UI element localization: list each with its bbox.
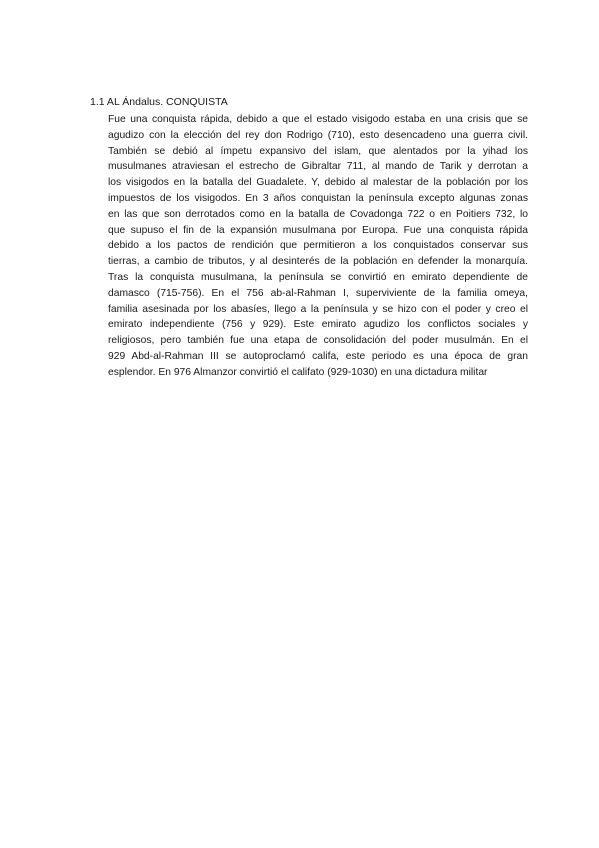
text-line: familia asesinada por los abasíes, llego a la península y se hizo con el poder y creo el — [108, 303, 528, 315]
text-line: Fue una conquista rápida, debido a que el estado visigodo estaba en una crisis que se — [108, 114, 528, 125]
section-heading: 1.1 AL Ándalus. CONQUISTA — [90, 96, 228, 108]
text-line: impuestos de los visigodos. En 3 años conquistan la península excepto algunas zonas — [108, 192, 528, 204]
text-line: Tras la conquista musulmana, la península se convirtió en emirato dependiente de — [108, 271, 528, 283]
text-line: damasco (715-756). En el 756 ab-al-Rahman I, superviviente de la familia omeya, — [108, 287, 528, 299]
text-line: agudizo con la elección del rey don Rodrigo (710), esto desencadeno una guerra civil. — [108, 129, 528, 141]
text-line: debido a los pactos de rendición que permitieron a los conquistados conservar sus — [108, 240, 528, 252]
text-line: en las que son derrotados como en la batalla de Covadonga 722 o en Poitiers 732, lo — [108, 208, 528, 220]
text-line: musulmanes atraviesan el estrecho de Gibraltar 711, al mando de Tarik y derrotan a — [108, 161, 528, 173]
text-line: esplendor. En 976 Almanzor convirtió el califato (929-1030) en una dictadura militar — [108, 366, 488, 378]
text-line: que supuso el fin de la expansión musulmana por Europa. Fue una conquista rápida — [108, 224, 528, 236]
text-line: 929 Abd-al-Rahman III se autoproclamó califa, este periodo es una época de gran — [108, 350, 528, 362]
text-line: emirato independiente (756 y 929). Este emirato agudizo los conflictos sociales y — [108, 319, 528, 331]
text-line: También se debió al ímpetu expansivo del islam, que alentados por la yihad los — [108, 145, 528, 157]
body-paragraph — [108, 112, 528, 381]
text-line: religiosos, pero también fue una etapa de consolidación del poder musulmán. En el — [108, 335, 528, 347]
text-line: los visigodos en la batalla del Guadalete. Y, debido al malestar de la población por los — [108, 177, 528, 189]
text-line: tierras, a cambio de tributos, y al desinterés de la población en defender la monarquía. — [108, 256, 528, 268]
